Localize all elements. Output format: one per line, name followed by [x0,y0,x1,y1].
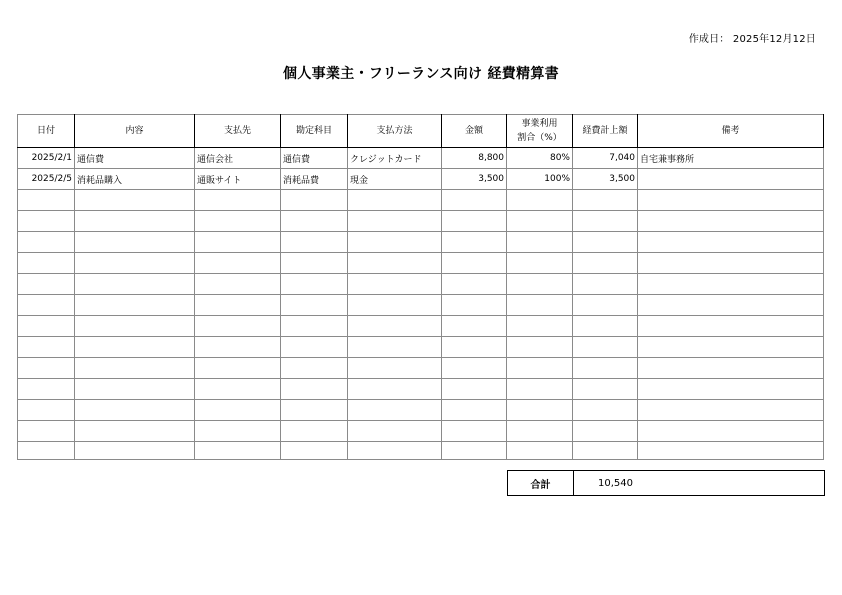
table-row[interactable] [18,295,824,316]
col-note: 備考 [638,115,824,148]
cell-expense[interactable] [573,421,638,442]
cell-amount[interactable] [442,421,507,442]
table-row[interactable] [18,337,824,358]
cell-content[interactable] [75,232,195,253]
cell-payee[interactable]: 通信会社 [195,148,281,169]
cell-amount[interactable] [442,442,507,460]
cell-expense[interactable] [573,316,638,337]
cell-date[interactable] [18,421,75,442]
table-row[interactable] [18,421,824,442]
table-row[interactable] [18,379,824,400]
table-row[interactable] [18,232,824,253]
cell-method[interactable] [348,358,442,379]
cell-ratio[interactable] [507,379,573,400]
cell-ratio[interactable] [507,274,573,295]
cell-amount[interactable] [442,316,507,337]
cell-account[interactable] [281,274,348,295]
cell-date[interactable] [18,337,75,358]
cell-note[interactable] [638,274,824,295]
cell-expense[interactable] [573,190,638,211]
cell-payee[interactable] [195,421,281,442]
cell-note[interactable] [638,421,824,442]
cell-date[interactable] [18,232,75,253]
cell-payee[interactable] [195,232,281,253]
cell-account[interactable] [281,295,348,316]
cell-ratio[interactable] [507,232,573,253]
cell-expense[interactable] [573,358,638,379]
table-row[interactable] [18,316,824,337]
cell-amount[interactable] [442,274,507,295]
cell-method[interactable] [348,232,442,253]
cell-expense[interactable] [573,337,638,358]
cell-note[interactable] [638,295,824,316]
created-date: 2025年12月12日 [732,34,816,45]
cell-content[interactable]: 消耗品購入 [75,169,195,190]
cell-content[interactable] [75,358,195,379]
created-label: 作成日： [688,34,730,45]
cell-content[interactable] [75,316,195,337]
cell-expense[interactable]: 7,040 [573,148,638,169]
cell-method[interactable] [348,421,442,442]
cell-note[interactable] [638,253,824,274]
cell-ratio[interactable] [507,421,573,442]
cell-amount[interactable] [442,232,507,253]
cell-date[interactable] [18,190,75,211]
cell-payee[interactable] [195,337,281,358]
cell-account[interactable] [281,337,348,358]
cell-expense[interactable]: 3,500 [573,169,638,190]
cell-date[interactable]: 2025/2/1 [18,148,75,169]
cell-method[interactable] [348,442,442,460]
cell-note[interactable] [638,316,824,337]
cell-content[interactable] [75,274,195,295]
cell-expense[interactable] [573,253,638,274]
col-payee: 支払先 [195,115,281,148]
cell-account[interactable] [281,190,348,211]
cell-ratio[interactable] [507,190,573,211]
cell-account[interactable] [281,442,348,460]
cell-date[interactable] [18,316,75,337]
cell-expense[interactable] [573,274,638,295]
cell-amount[interactable] [442,358,507,379]
col-content: 内容 [75,115,195,148]
cell-payee[interactable] [195,190,281,211]
table-row[interactable] [18,274,824,295]
col-expense: 経費計上額 [573,115,638,148]
col-date: 日付 [18,115,75,148]
cell-expense[interactable] [573,379,638,400]
col-ratio-line2: 割合（%） [517,133,562,143]
cell-date[interactable]: 2025/2/5 [18,169,75,190]
cell-payee[interactable] [195,253,281,274]
cell-payee[interactable] [195,295,281,316]
cell-payee[interactable] [195,211,281,232]
cell-account[interactable] [281,421,348,442]
cell-amount[interactable] [442,400,507,421]
cell-account[interactable] [281,400,348,421]
cell-payee[interactable] [195,400,281,421]
cell-amount[interactable]: 8,800 [442,148,507,169]
cell-ratio[interactable]: 80% [507,148,573,169]
cell-date[interactable] [18,295,75,316]
table-row[interactable] [18,400,824,421]
cell-amount[interactable] [442,211,507,232]
cell-date[interactable] [18,379,75,400]
cell-date[interactable] [18,358,75,379]
cell-ratio[interactable] [507,400,573,421]
table-row[interactable] [18,148,824,169]
cell-expense[interactable] [573,232,638,253]
cell-method[interactable] [348,211,442,232]
cell-payee[interactable]: 通販サイト [195,169,281,190]
cell-account[interactable] [281,358,348,379]
cell-ratio[interactable] [507,442,573,460]
cell-content[interactable] [75,442,195,460]
cell-method[interactable] [348,253,442,274]
table-row[interactable] [18,190,824,211]
cell-ratio[interactable] [507,337,573,358]
cell-note[interactable]: 自宅兼事務所 [638,148,824,169]
cell-expense[interactable] [573,295,638,316]
cell-expense[interactable] [573,400,638,421]
cell-content[interactable]: 通信費 [75,148,195,169]
cell-ratio[interactable] [507,316,573,337]
table-row[interactable] [18,358,824,379]
cell-method[interactable] [348,274,442,295]
cell-method[interactable] [348,337,442,358]
cell-account[interactable] [281,253,348,274]
col-ratio-line1: 事業利用 [521,119,558,129]
cell-payee[interactable] [195,358,281,379]
cell-date[interactable] [18,253,75,274]
header-row [18,115,824,148]
cell-content[interactable] [75,295,195,316]
cell-ratio[interactable] [507,253,573,274]
table-row[interactable] [18,442,824,460]
cell-method[interactable]: 現金 [348,169,442,190]
table-row[interactable] [18,253,824,274]
cell-account[interactable] [281,211,348,232]
cell-ratio[interactable] [507,211,573,232]
cell-expense[interactable] [573,442,638,460]
cell-date[interactable] [18,274,75,295]
col-amount: 金額 [442,115,507,148]
cell-content[interactable] [75,253,195,274]
page-title: 個人事業主・フリーランス向け 経費精算書 [283,66,559,82]
cell-ratio[interactable]: 100% [507,169,573,190]
cell-content[interactable] [75,400,195,421]
table-row[interactable] [18,169,824,190]
cell-content[interactable] [75,379,195,400]
cell-note[interactable] [638,211,824,232]
cell-method[interactable] [348,316,442,337]
cell-note[interactable] [638,169,824,190]
col-ratio [507,115,573,148]
cell-account[interactable] [281,379,348,400]
cell-note[interactable] [638,442,824,460]
cell-note[interactable] [638,379,824,400]
cell-amount[interactable] [442,190,507,211]
cell-content[interactable] [75,190,195,211]
total-box [507,470,825,496]
cell-payee[interactable] [195,379,281,400]
cell-method[interactable] [348,379,442,400]
cell-method[interactable] [348,295,442,316]
cell-account[interactable]: 通信費 [281,148,348,169]
expense-table [17,114,824,460]
total-value: 10,540 [574,471,825,496]
cell-expense[interactable] [573,211,638,232]
cell-method[interactable] [348,190,442,211]
cell-amount[interactable] [442,337,507,358]
cell-date[interactable] [18,442,75,460]
cell-date[interactable] [18,211,75,232]
col-account: 勘定科目 [281,115,348,148]
cell-ratio[interactable] [507,358,573,379]
cell-payee[interactable] [195,274,281,295]
cell-date[interactable] [18,400,75,421]
cell-note[interactable] [638,400,824,421]
cell-amount[interactable] [442,295,507,316]
cell-ratio[interactable] [507,295,573,316]
cell-content[interactable] [75,421,195,442]
created-date-line [689,30,816,45]
col-method: 支払方法 [348,115,442,148]
cell-amount[interactable] [442,253,507,274]
cell-account[interactable] [281,316,348,337]
cell-note[interactable] [638,190,824,211]
table-row[interactable] [18,211,824,232]
total-label: 合計 [508,471,574,496]
cell-method[interactable] [348,400,442,421]
cell-account[interactable]: 消耗品費 [281,169,348,190]
cell-amount[interactable] [442,379,507,400]
cell-note[interactable] [638,232,824,253]
cell-note[interactable] [638,337,824,358]
cell-method[interactable]: クレジットカード [348,148,442,169]
cell-payee[interactable] [195,316,281,337]
cell-amount[interactable]: 3,500 [442,169,507,190]
cell-content[interactable] [75,337,195,358]
cell-content[interactable] [75,211,195,232]
cell-payee[interactable] [195,442,281,460]
cell-note[interactable] [638,358,824,379]
cell-account[interactable] [281,232,348,253]
